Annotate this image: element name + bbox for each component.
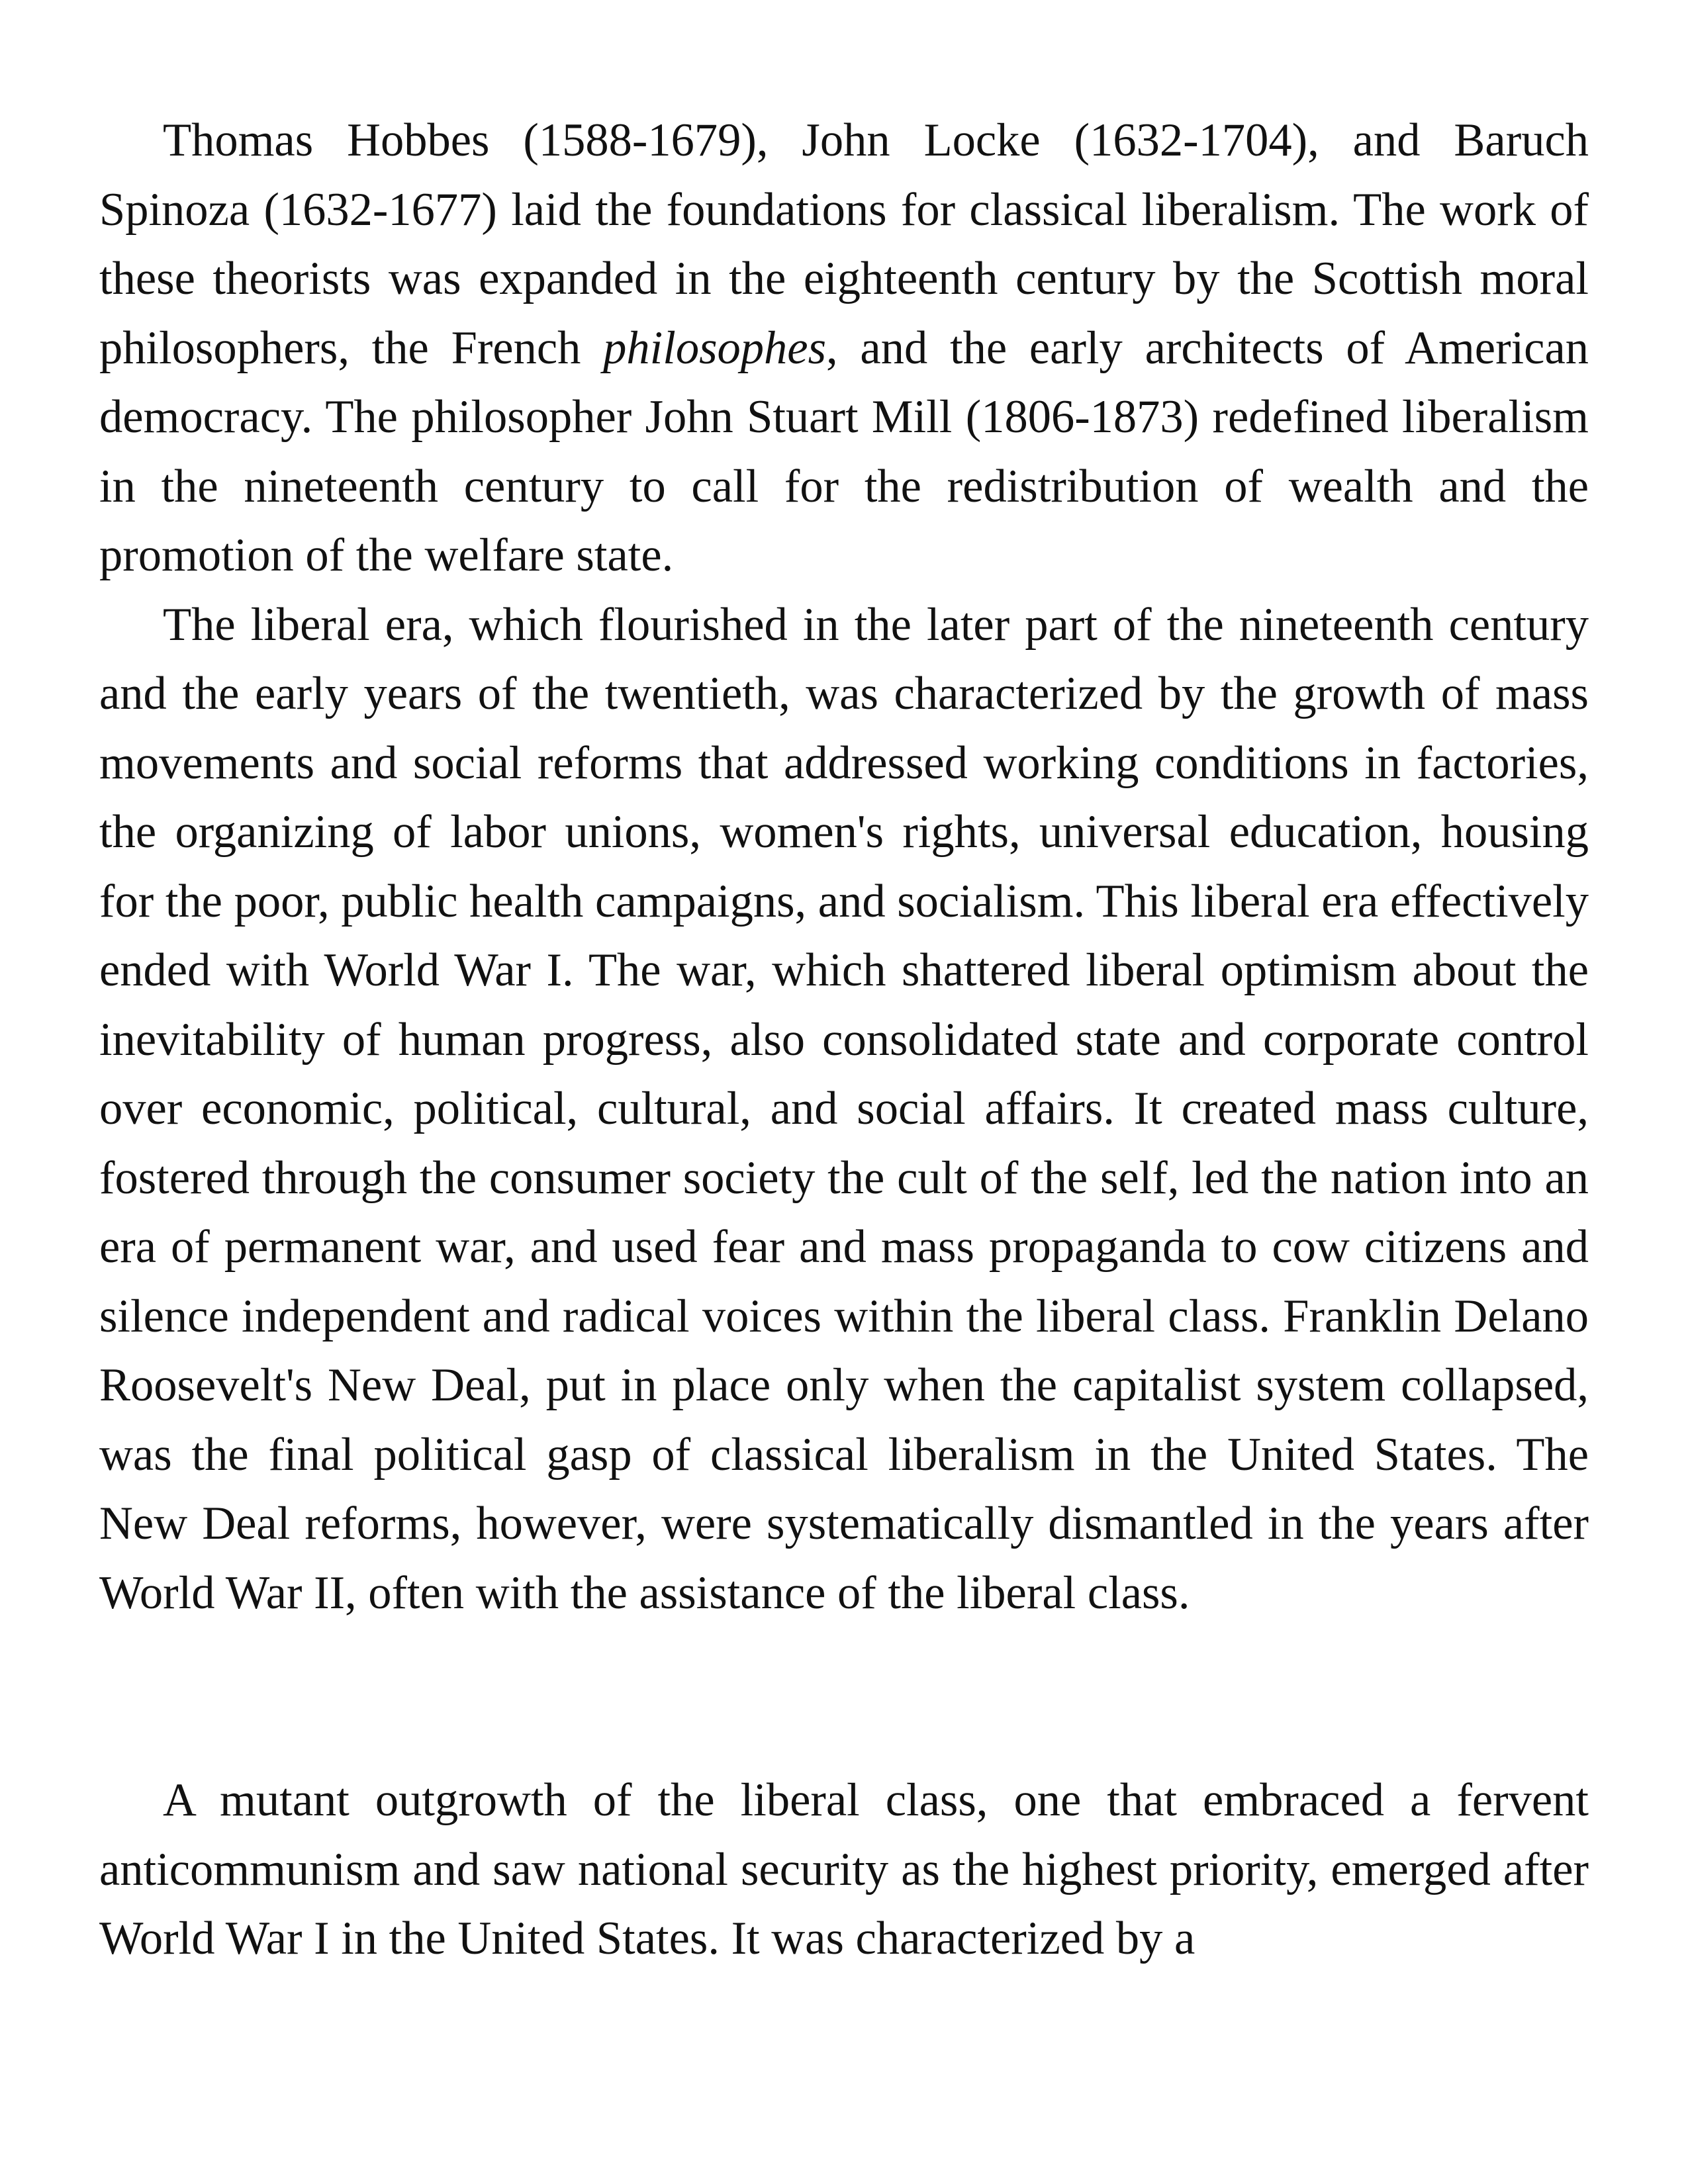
paragraph-mutant-outgrowth: A mutant outgrowth of the liberal class, one that embraced a fervent anticommunism and saw national security as the highest priority, emerged after World War I in the United States. It was characterized by a (99, 1774, 1589, 1964)
paragraph-text-start: Thomas Hobbes (1588-1679), John Locke (1632-1704), and Baruch Spinoza (1632-1677) laid the foundations for classical liberalism. The work of these theorists was expanded in the eighteenth century by the Scottish moral philosophers, the French (99, 114, 1589, 374)
italic-term: philosophes (603, 322, 827, 374)
paragraph-liberal-era: The liberal era, which flourished in the later part of the nineteenth century and the early years of the twentieth, was characterized by the growth of mass movements and social reforms that addressed working conditions in factories, the organizing of labor unions, women's rights, universal education, housing for the poor, public health campaigns, and socialism. This liberal era effectively ended with World War I. The war, which shattered liberal optimism about the inevitability of human progress, also consolidated state and corporate control over economic, political, cultural, and social affairs. It created mass culture, fostered through the consumer society the cult of the self, led the nation into an era of permanent war, and used fear and mass propaganda to cow citizens and silence independent and radical voices within the liberal class. Franklin Delano Roosevelt's New Deal, put in place only when the capitalist system collapsed, was the final political gasp of classical liberalism in the United States. The New Deal reforms, however, were systematically dismantled in the years after World War II, often with the assistance of the liberal class. (99, 598, 1589, 1619)
paragraph-classical-liberalism (99, 106, 1589, 590)
document-page (99, 106, 1589, 1974)
paragraph-text-end: , and the early architects of American democracy. The philosopher John Stuart Mill (1806-1873) redefined liberalism in the nineteenth century to call for the redistribution of wealth and the promotion of the welfare state. (99, 322, 1589, 581)
section-break (99, 1627, 1589, 1766)
